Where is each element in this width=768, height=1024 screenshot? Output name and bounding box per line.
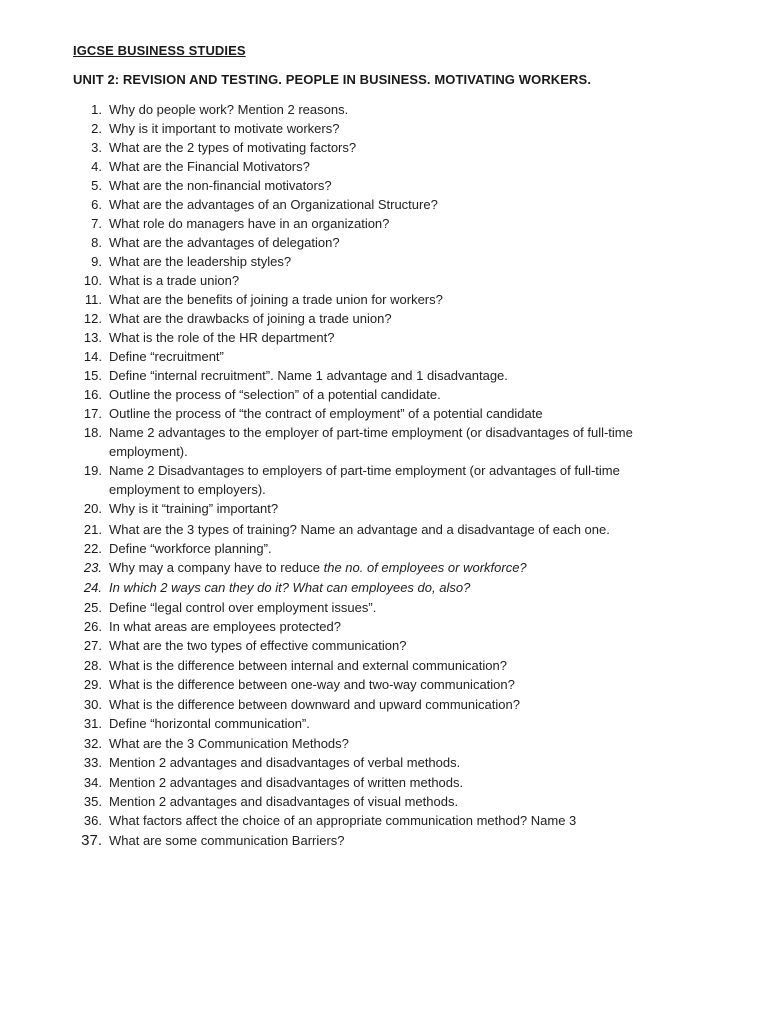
question-number: 27. xyxy=(83,638,102,653)
question-text xyxy=(109,773,684,792)
question-number: 26. xyxy=(83,619,102,634)
question-text-plain: What factors affect the choice of an appropriate communication method? Name 3 xyxy=(109,813,577,828)
question-number: 11. xyxy=(84,292,102,307)
question-number: 24. xyxy=(83,580,102,595)
question-number: 8. xyxy=(91,235,102,250)
question-text-plain: Define “workforce planning”. xyxy=(109,541,272,556)
question-text xyxy=(109,558,684,577)
question-text xyxy=(109,157,684,176)
question-number: 7. xyxy=(91,216,102,231)
question-number: 3. xyxy=(91,140,102,155)
question-number: 14. xyxy=(83,349,102,364)
question-number: 17. xyxy=(83,406,102,421)
question-text xyxy=(109,636,684,655)
question-text xyxy=(109,366,684,385)
question-text xyxy=(109,831,684,850)
question-text-plain: Name 2 advantages to the employer of part-time employment (or disadvantages of full-time employment). xyxy=(109,425,633,459)
question-text-plain: Name 2 Disadvantages to employers of part-time employment (or advantages of full-time employment to employers). xyxy=(109,463,620,497)
question-text-plain: What are the drawbacks of joining a trade union? xyxy=(109,311,392,326)
question-text-plain: What are the Financial Motivators? xyxy=(109,159,310,174)
question-text xyxy=(109,753,684,772)
question-number: 34. xyxy=(83,775,102,790)
question-text-plain: Mention 2 advantages and disadvantages of written methods. xyxy=(109,775,464,790)
question-text xyxy=(109,656,684,675)
question-text-plain: Why is it important to motivate workers? xyxy=(109,121,340,136)
question-text-italic: the no. of employees or workforce? xyxy=(323,560,527,575)
question-number: 13. xyxy=(83,330,102,345)
question-text xyxy=(109,347,684,366)
question-text-plain: What are the non-financial motivators? xyxy=(109,178,332,193)
question-number: 4. xyxy=(91,159,102,174)
question-text-plain: What is the difference between one-way and two-way communication? xyxy=(109,677,515,692)
question-number: 10. xyxy=(83,273,102,288)
question-number: 15. xyxy=(83,368,102,383)
question-text xyxy=(109,100,684,119)
question-text xyxy=(109,520,684,539)
question-number: 16. xyxy=(83,387,102,402)
question-number: 22. xyxy=(83,541,102,556)
question-text xyxy=(109,714,684,733)
question-number: 37. xyxy=(81,832,102,849)
question-text-plain: Mention 2 advantages and disadvantages of visual methods. xyxy=(109,794,459,809)
document-title: IGCSE BUSINESS STUDIES xyxy=(73,43,246,58)
question-text-plain: What are the advantages of an Organizational Structure? xyxy=(109,197,438,212)
question-number: 9. xyxy=(91,254,102,269)
question-text xyxy=(109,578,684,597)
question-text-plain: What are the 3 types of training? Name an advantage and a disadvantage of each one. xyxy=(109,522,610,537)
question-text-plain: What are the benefits of joining a trade union for workers? xyxy=(109,292,443,307)
question-number: 20. xyxy=(83,501,102,516)
question-number: 29. xyxy=(83,677,102,692)
question-text-plain: Why may a company have to reduce xyxy=(109,560,324,575)
question-text xyxy=(109,271,684,290)
question-text xyxy=(109,811,684,830)
question-number: 18. xyxy=(83,425,102,440)
question-text-plain: Why do people work? Mention 2 reasons. xyxy=(109,102,349,117)
question-text xyxy=(109,617,684,636)
question-text xyxy=(109,461,684,499)
question-number: 21. xyxy=(83,522,102,537)
question-text-italic: In which 2 ways can they do it? What can employees do, also? xyxy=(109,580,471,595)
question-text-plain: Define “horizontal communication”. xyxy=(109,716,310,731)
question-text xyxy=(109,675,684,694)
question-text-plain: What is the difference between internal and external communication? xyxy=(109,658,507,673)
question-text xyxy=(109,499,684,518)
question-number: 19. xyxy=(83,463,102,478)
question-text xyxy=(109,290,684,309)
question-number: 6. xyxy=(91,197,102,212)
question-text xyxy=(109,792,684,811)
question-text-plain: Outline the process of “the contract of employment” of a potential candidate xyxy=(109,406,543,421)
question-text xyxy=(109,214,684,233)
question-text xyxy=(109,176,684,195)
question-text-plain: What is the difference between downward and upward communication? xyxy=(109,697,520,712)
question-text xyxy=(109,404,684,423)
question-text-plain: Outline the process of “selection” of a potential candidate. xyxy=(109,387,441,402)
question-text-plain: What are the advantages of delegation? xyxy=(109,235,340,250)
question-number: 33. xyxy=(83,755,102,770)
question-text-plain: Why is it “training” important? xyxy=(109,501,279,516)
question-text xyxy=(109,328,684,347)
question-number: 35. xyxy=(83,794,102,809)
question-text xyxy=(109,539,684,558)
question-text xyxy=(109,309,684,328)
question-text-plain: Define “internal recruitment”. Name 1 advantage and 1 disadvantage. xyxy=(109,368,508,383)
question-text xyxy=(109,252,684,271)
question-text-plain: What are the 2 types of motivating factors? xyxy=(109,140,357,155)
unit-heading: UNIT 2: REVISION AND TESTING. PEOPLE IN BUSINESS. MOTIVATING WORKERS. xyxy=(73,72,592,87)
question-text-plain: In what areas are employees protected? xyxy=(109,619,341,634)
question-number: 25. xyxy=(83,600,102,615)
question-number: 12. xyxy=(83,311,102,326)
question-text xyxy=(109,423,684,461)
question-text xyxy=(109,233,684,252)
question-text xyxy=(109,695,684,714)
question-text xyxy=(109,385,684,404)
question-number: 30. xyxy=(83,697,102,712)
question-text-plain: Define “recruitment” xyxy=(109,349,224,364)
question-number: 23. xyxy=(83,560,102,575)
question-text xyxy=(109,734,684,753)
question-text-plain: What are some communication Barriers? xyxy=(109,833,345,848)
question-number: 36. xyxy=(83,813,102,828)
question-number: 28. xyxy=(83,658,102,673)
question-number: 32. xyxy=(83,736,102,751)
question-text xyxy=(109,119,684,138)
question-text-plain: What are the two types of effective communication? xyxy=(109,638,407,653)
question-text-plain: Mention 2 advantages and disadvantages of verbal methods. xyxy=(109,755,461,770)
question-text xyxy=(109,138,684,157)
question-text-plain: What are the leadership styles? xyxy=(109,254,292,269)
question-text-plain: What role do managers have in an organization? xyxy=(109,216,390,231)
question-number: 2. xyxy=(91,121,102,136)
question-text-plain: What is the role of the HR department? xyxy=(109,330,335,345)
question-text-plain: What are the 3 Communication Methods? xyxy=(109,736,349,751)
question-text xyxy=(109,195,684,214)
question-text-plain: Define “legal control over employment issues”. xyxy=(109,600,377,615)
question-number: 31. xyxy=(83,716,102,731)
question-text-plain: What is a trade union? xyxy=(109,273,240,288)
question-number: 1. xyxy=(91,102,102,117)
question-text xyxy=(109,598,684,617)
question-number: 5. xyxy=(91,178,102,193)
